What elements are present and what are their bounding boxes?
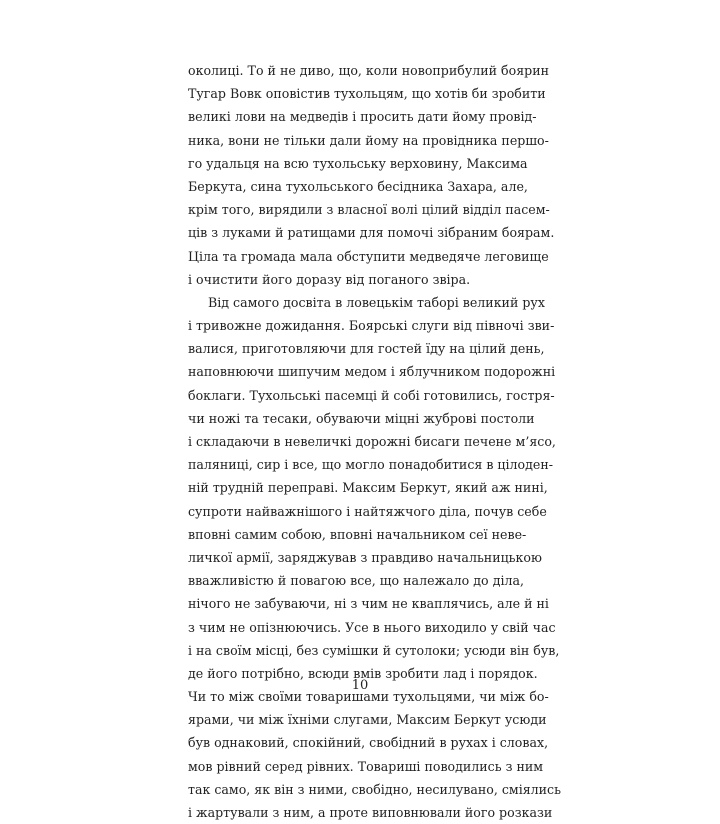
text-line: мов рівний серед рівних. Товариші поводились з ним (188, 758, 544, 774)
paragraph-1 (188, 59, 555, 291)
text-line: вважливістю й повагою все, що належало до діла, (188, 573, 524, 589)
text-line: де його потрібно, всюди вмів зробити лад і порядок. (188, 665, 538, 681)
text-line: чи ножі та тесаки, обуваючи міцні жуброві постоли (188, 410, 535, 426)
text-line: великі лови на медведів і просить дати йому провід- (188, 109, 537, 125)
text-line: з чим не опізнюючись. Усе в нього виходило у свій час (188, 619, 556, 635)
text-line: го удальця на всю тухольську верховину, Максима (188, 155, 528, 171)
text-line: вповні самим собою, вповні начальником сеї неве- (188, 526, 527, 542)
text-line: ника, вони не тільки дали йому на провідника першо- (188, 132, 549, 148)
text-line: валися, приготовляючи для гостей їду на цілий день, (188, 341, 545, 357)
text-line: паляниці, сир і все, що могло понадобитися в цілоден- (188, 457, 553, 473)
text-line: Тугар Вовк оповістив тухольцям, що хотів би зробити (188, 86, 546, 102)
text-line: нічого не забуваючи, ні з чим не кваплячись, але й ні (188, 596, 549, 612)
text-line: і жартували з ним, а проте виповнювали його розкази (188, 805, 553, 820)
text-line: був однаковий, спокійний, свобідний в рухах і словах, (188, 735, 549, 751)
text-line: ярами, чи між їхніми слугами, Максим Беркут усюди (188, 712, 547, 728)
text-line: Від самого досвіта в ловецькім таборі великий рух (208, 294, 545, 310)
text-line: крім того, вирядили з власної волі цілий відділ пасем- (188, 202, 550, 218)
text-line: Ціла та громада мала обступити медведяче леговище (188, 248, 549, 264)
text-line: Чи то між своїми товаришами тухольцями, чи між бо- (188, 689, 549, 705)
text-line: Беркута, сина тухольського бесідника Захара, але, (188, 178, 528, 194)
paragraph-2 (188, 291, 561, 824)
page-number: 10 (351, 678, 369, 693)
text-line: і тривожне дожидання. Боярські слуги від півночі зви- (188, 318, 555, 334)
text-line: околиці. То й не диво, що, коли новоприбулий боярин (188, 63, 550, 78)
text-line: боклаги. Тухольські пасемці й собі готовились, гостря- (188, 387, 555, 403)
text-line: так само, як він з ними, свобідно, несилувано, сміялись (188, 781, 561, 797)
text-line: і на своїм місці, без сумішки й сутолоки; усюди він був, (188, 642, 560, 658)
text-line: ній трудній переправі. Максим Беркут, який аж нині, (188, 480, 548, 496)
text-line: наповнюючи шипучим медом і яблучником подорожні (188, 364, 556, 380)
text-line: ців з луками й ратищами для помочі зібраним боярам. (188, 225, 555, 241)
body-text (188, 59, 561, 824)
text-line: личкої армії, заряджував з правдиво начальницькою (188, 549, 542, 565)
text-line: і складаючи в невеличкі дорожні бисаги печене м’ясо, (188, 434, 556, 449)
text-line: і очистити його доразу від поганого звіра. (188, 271, 471, 287)
text-line: супроти найважнішого і найтяжчого діла, почув себе (188, 503, 547, 519)
